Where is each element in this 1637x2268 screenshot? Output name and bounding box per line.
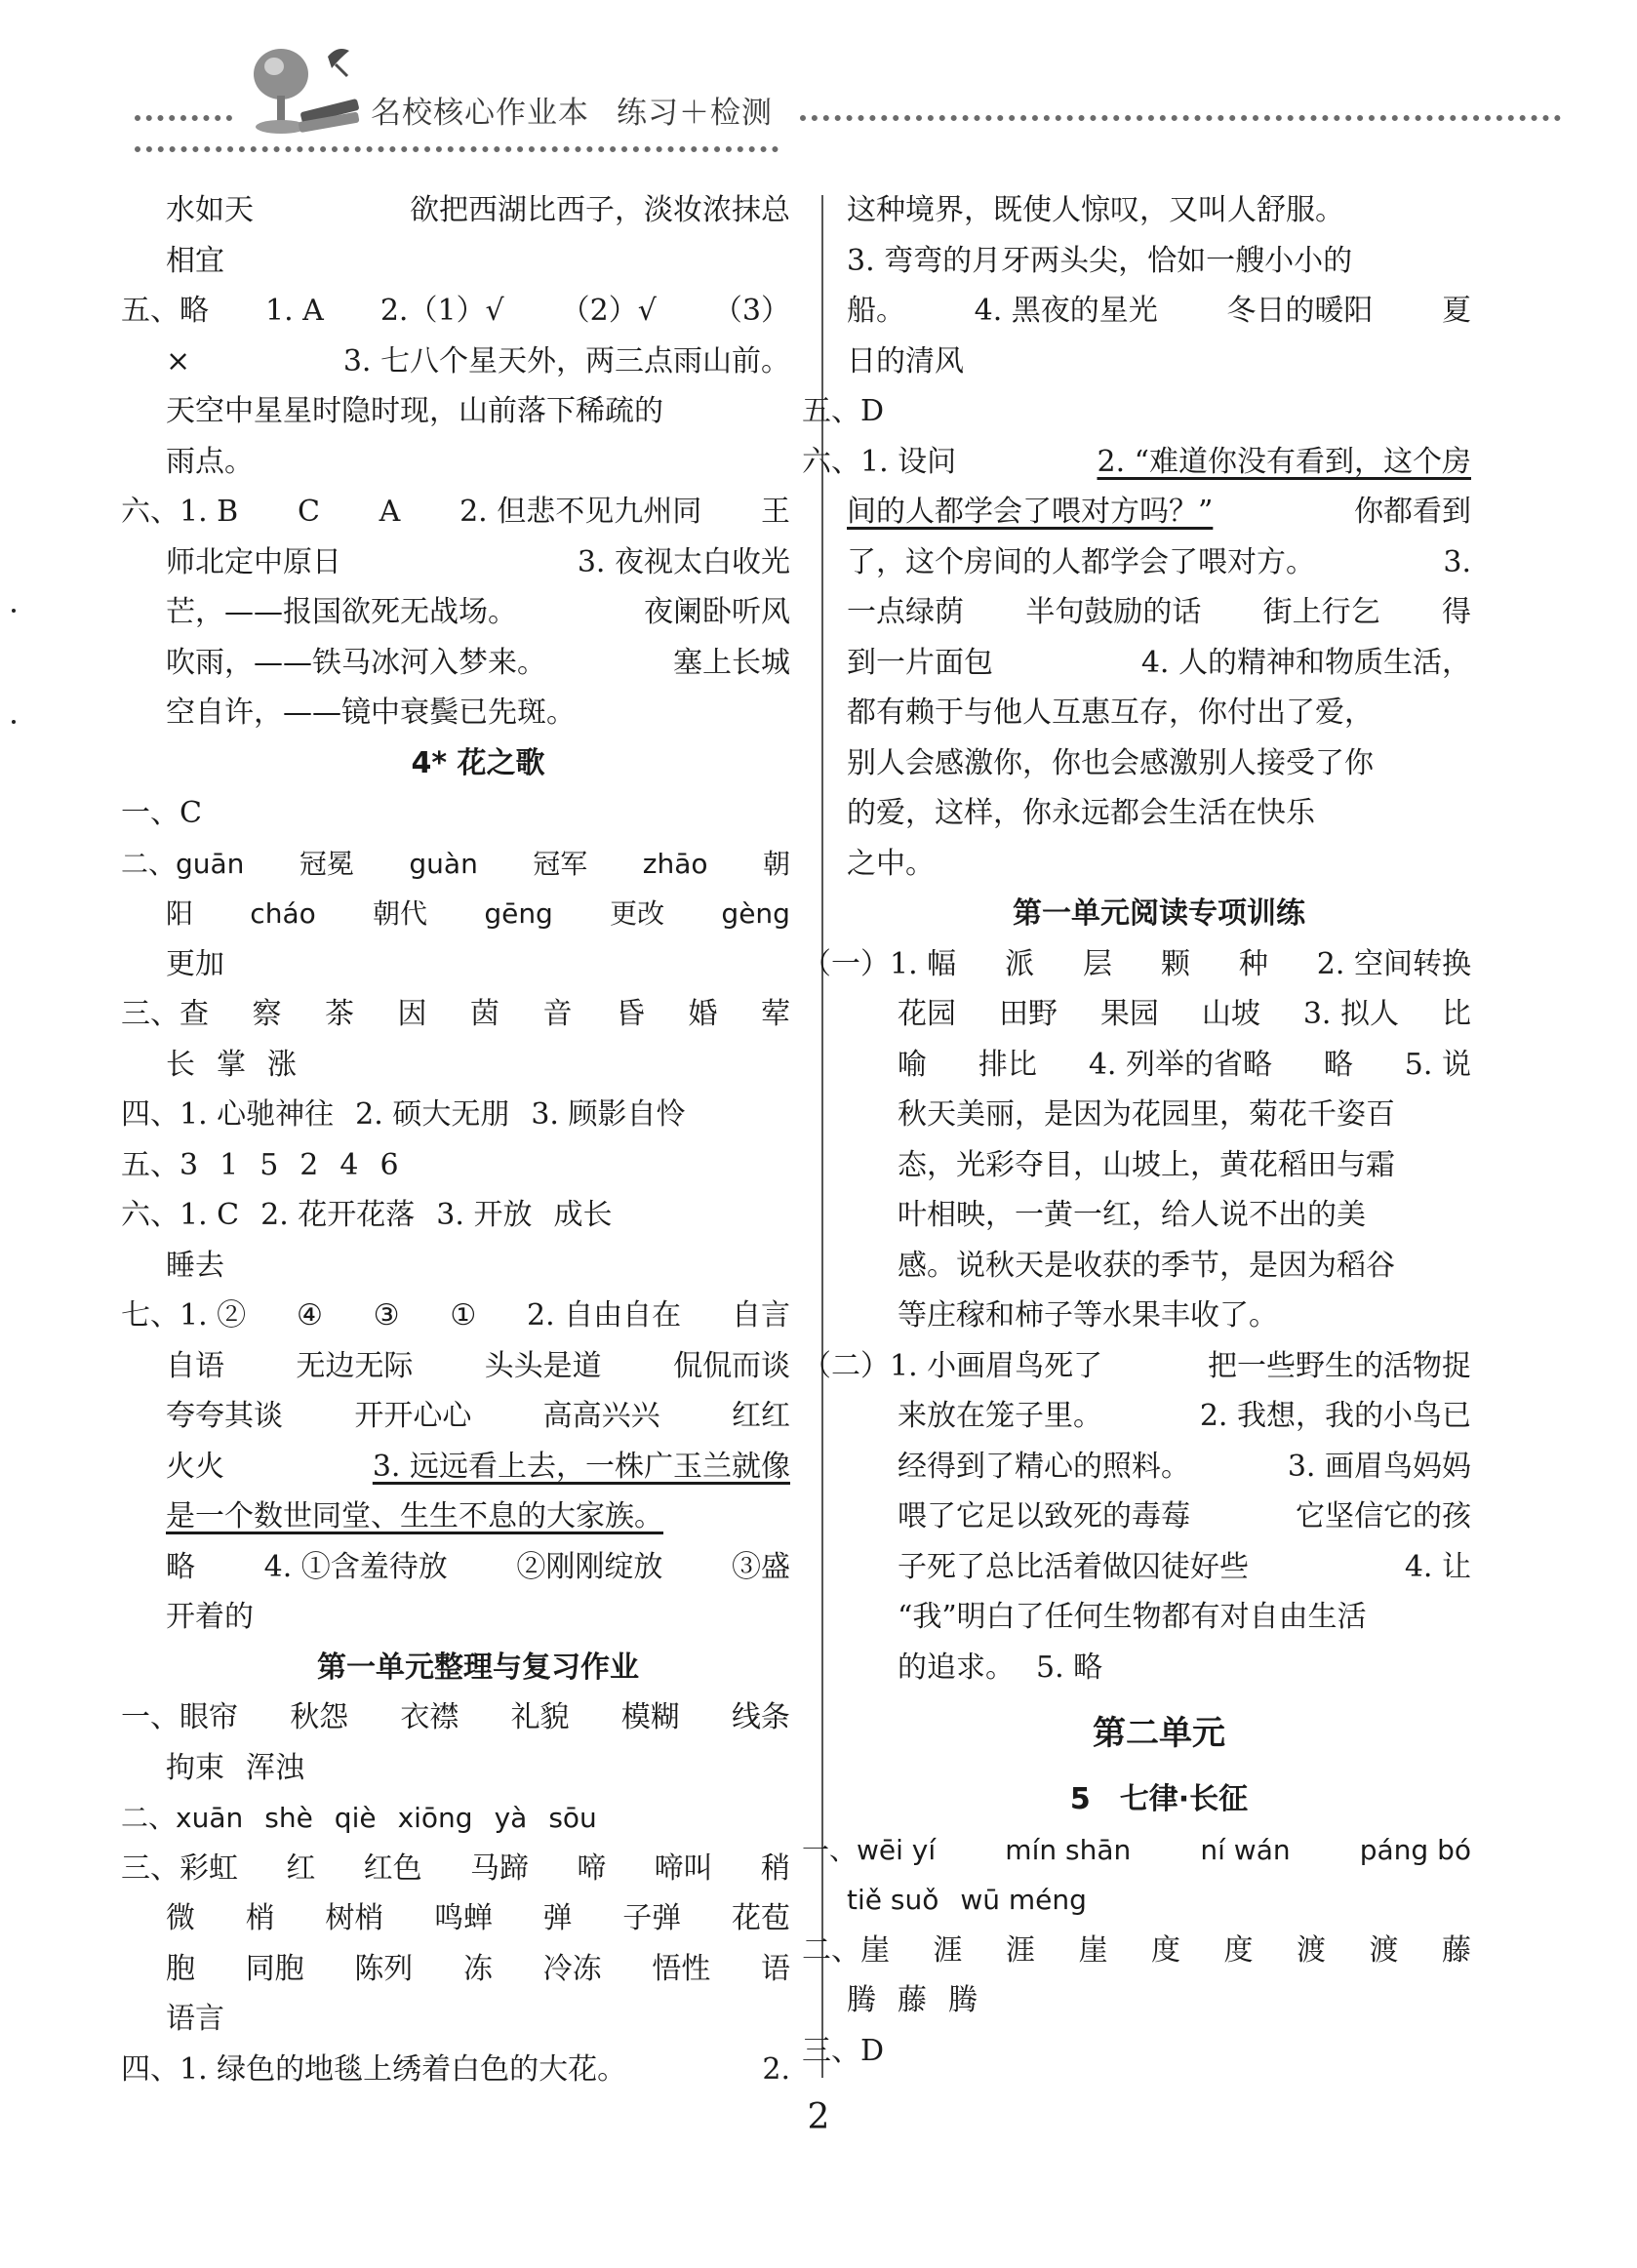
answer-text: 态，光彩夺目，山坡上，黄花稻田与霜 — [898, 1147, 1395, 1182]
answer-text: 2.（1）√ — [379, 294, 504, 328]
answer-line — [847, 1875, 1471, 1926]
right-answer-column — [802, 185, 1471, 2076]
header-dots-top-right — [800, 115, 1561, 121]
answer-text: 到一片面包 — [847, 645, 993, 680]
answer-text: 礼貌 — [510, 1700, 570, 1734]
answer-line — [166, 437, 790, 488]
answer-line — [898, 1291, 1471, 1341]
answer-line — [898, 1492, 1471, 1542]
answer-text: 师北定中原日 — [166, 544, 341, 579]
answer-line — [847, 738, 1471, 789]
answer-text: 第一单元阅读专项训练 — [1013, 896, 1305, 931]
answer-text: 田野 — [998, 997, 1058, 1031]
answer-text: 六、1. C — [121, 1198, 240, 1232]
answer-text: 掌 — [217, 1047, 246, 1082]
answer-text: 高高兴兴 — [542, 1399, 660, 1433]
answer-text: 朝 — [762, 847, 790, 880]
answer-text: 街上行乞 — [1262, 595, 1380, 629]
answer-text: 侃侃而谈 — [672, 1348, 790, 1383]
book-series-name: 名校核心作业本 — [371, 96, 589, 131]
answer-text: 水如天 — [166, 193, 254, 227]
answer-text: 啼叫 — [654, 1850, 713, 1886]
answer-line — [166, 537, 790, 588]
answer-text: páng bó — [1359, 1833, 1471, 1866]
answer-line — [166, 939, 790, 990]
answer-text: 树梢 — [325, 1901, 384, 1935]
answer-text: 冻 — [462, 1951, 493, 1986]
answer-text: 2. “难道你没有看到，这个房 — [1097, 444, 1471, 479]
answer-line — [166, 1492, 790, 1542]
answer-text: 腾 — [847, 1983, 876, 2017]
answer-line — [166, 1542, 790, 1593]
answer-text: 4. 黑夜的星光 — [974, 294, 1158, 328]
answer-text: 空自许，——镜中衰鬓已先斑。 — [166, 696, 576, 730]
answer-text: 雨点。 — [166, 444, 254, 479]
answer-text: 一、wēi yí — [802, 1833, 937, 1866]
answer-line — [898, 1140, 1471, 1191]
answer-text: zhāo — [642, 847, 708, 880]
answer-text: （二）1. 小画眉鸟死了 — [802, 1348, 1103, 1383]
answer-line — [847, 788, 1471, 839]
answer-line — [898, 1090, 1471, 1140]
answer-text: 一、眼帘 — [121, 1700, 238, 1734]
answer-text: 六、1. B — [121, 495, 239, 529]
answer-text: 六、1. 设问 — [802, 444, 957, 479]
answer-text: 天空中星星时隐时现，山前落下稀疏的 — [166, 394, 663, 428]
answer-text: 花园 — [898, 997, 956, 1031]
answer-text: 船。 — [847, 294, 905, 328]
answer-text: 渡 — [1297, 1932, 1326, 1968]
answer-text: 比 — [1441, 997, 1471, 1031]
answer-text: 2. 空间转换 — [1316, 946, 1471, 981]
answer-text: 1. A — [265, 294, 324, 328]
answer-text: 2. 但悲不见九州同 — [459, 495, 702, 529]
answer-text: 无边无际 — [296, 1348, 414, 1383]
answer-line — [898, 1241, 1471, 1292]
answer-text: 五、3 — [121, 1147, 199, 1182]
answer-text: 开着的 — [166, 1600, 254, 1634]
answer-text: 开开心心 — [354, 1399, 472, 1433]
answer-text: 种 — [1238, 946, 1268, 981]
answer-line — [847, 688, 1471, 738]
answer-line — [121, 1140, 790, 1191]
section-heading — [847, 889, 1471, 939]
answer-text: 芒，——报国欲死无战场。 — [166, 595, 517, 629]
book-subtitle: 练习＋检测 — [617, 96, 773, 131]
header-dots-bottom — [135, 146, 779, 152]
answer-text: 3. 顾影自怜 — [531, 1097, 686, 1132]
answer-text: 火火 — [166, 1449, 224, 1484]
unit-heading — [847, 1692, 1471, 1774]
answer-text: 夸夸其谈 — [166, 1399, 283, 1433]
header-title — [371, 88, 773, 132]
answer-line — [166, 1592, 790, 1643]
answer-text: 线条 — [731, 1700, 790, 1734]
answer-text: 5 — [260, 1147, 279, 1182]
answer-line — [802, 1926, 1471, 1976]
answer-text: 喻 — [898, 1047, 927, 1082]
left-answer-column — [121, 185, 790, 2094]
answer-text: 经得到了精心的照料。 — [898, 1449, 1190, 1484]
answer-text: 三、彩虹 — [121, 1850, 238, 1886]
answer-line — [121, 1844, 790, 1894]
answer-text: 派 — [1005, 946, 1035, 981]
answer-line — [166, 1442, 790, 1492]
answer-text: shè — [264, 1802, 313, 1834]
answer-line — [847, 236, 1471, 287]
answer-text: 悟性 — [652, 1951, 711, 1986]
answer-text: 它坚信它的孩 — [1296, 1499, 1471, 1533]
answer-text: gēng — [484, 897, 553, 930]
answer-text: 等庄稼和柿子等水果丰收了。 — [898, 1298, 1278, 1333]
answer-text: 感。说秋天是收获的季节，是因为稻谷 — [898, 1248, 1395, 1283]
answer-text: 果园 — [1099, 997, 1159, 1031]
answer-text: （2）√ — [560, 294, 657, 328]
answer-line — [847, 537, 1471, 588]
answer-text: 5. 说 — [1404, 1047, 1471, 1082]
answer-text: 相宜 — [166, 243, 224, 278]
answer-text: 涯 — [933, 1932, 963, 1968]
answer-line — [121, 1793, 790, 1844]
answer-line — [166, 337, 790, 387]
answer-text: 自言 — [731, 1298, 790, 1333]
answer-text: 冠军 — [533, 847, 588, 880]
answer-text: 胞 — [166, 1951, 195, 1986]
answer-text: 茵 — [470, 997, 499, 1031]
answer-text: 3. 夜视太白收光 — [577, 544, 790, 579]
answer-text: 5 七律·长征 — [1069, 1782, 1249, 1816]
answer-text: 鸣蝉 — [433, 1901, 493, 1935]
answer-line — [847, 337, 1471, 387]
answer-text: 四、1. 绿色的地毯上绣着白色的大花。 — [121, 2051, 627, 2087]
answer-text: 4. 列举的省略 — [1088, 1047, 1272, 1082]
answer-line — [166, 1241, 790, 1292]
answer-text: 3. 开放 — [436, 1198, 533, 1232]
answer-text: 排比 — [978, 1047, 1037, 1082]
answer-line — [121, 1090, 790, 1140]
answer-line — [802, 939, 1471, 990]
answer-text: 4* 花之歌 — [411, 745, 545, 780]
answer-text: 藤 — [898, 1983, 927, 2017]
answer-text: 山坡 — [1201, 997, 1260, 1031]
answer-text: 别人会感激你，你也会感激别人接受了你 — [847, 745, 1374, 780]
answer-text: ③盛 — [732, 1549, 790, 1584]
answer-text: 2. 我想，我的小鸟已 — [1199, 1399, 1471, 1433]
answer-text: 红 — [286, 1850, 316, 1886]
answer-text: 2. 硕大无朋 — [355, 1097, 510, 1132]
answer-text: 喂了它足以致死的毒莓 — [898, 1499, 1190, 1533]
answer-text: 的追求。 — [898, 1650, 1015, 1685]
answer-text: 颗 — [1160, 946, 1190, 981]
answer-text: 第一单元整理与复习作业 — [317, 1650, 639, 1685]
answer-text: 因 — [397, 997, 427, 1031]
answer-text: 夜阑卧听风 — [644, 595, 790, 629]
answer-text: 2. 自由自在 — [527, 1298, 682, 1333]
answer-text: 冠冕 — [299, 847, 354, 880]
answer-text: 冷冻 — [542, 1951, 602, 1986]
answer-text: 腾 — [948, 1983, 978, 2017]
answer-text: （3） — [712, 294, 790, 328]
answer-text: 半句鼓励的话 — [1025, 595, 1202, 629]
answer-text: 得 — [1441, 595, 1471, 629]
answer-text: 梢 — [245, 1901, 275, 1935]
answer-text: 了，这个房间的人都学会了喂对方。 — [847, 544, 1315, 579]
answer-text: 崖 — [1078, 1932, 1108, 1968]
answer-text: 拘束 — [166, 1750, 224, 1785]
answer-line — [166, 1994, 790, 2045]
answer-line — [166, 386, 790, 437]
answer-text: C — [297, 495, 320, 529]
answer-text: 之中。 — [847, 846, 935, 881]
answer-line — [898, 1040, 1471, 1091]
answer-text: 层 — [1083, 946, 1113, 981]
answer-text: 度 — [1151, 1932, 1180, 1968]
answer-text: （一）1. 幅 — [802, 946, 957, 981]
answer-text: 婚 — [688, 997, 718, 1031]
answer-line — [166, 638, 790, 689]
answer-text: 微 — [166, 1901, 195, 1935]
answer-text: 子死了总比活着做囚徒好些 — [898, 1549, 1249, 1584]
answer-text: 把一些野生的活物捉 — [1208, 1348, 1471, 1383]
answer-line — [847, 587, 1471, 638]
answer-text: 6 — [379, 1147, 399, 1182]
answer-line — [121, 1291, 790, 1341]
answer-text: 渡 — [1369, 1932, 1399, 1968]
answer-text: 来放在笼子里。 — [898, 1399, 1102, 1433]
answer-line — [847, 286, 1471, 337]
answer-text: 秋天美丽，是因为花园里，菊花千姿百 — [898, 1097, 1395, 1132]
answer-text: 朝代 — [373, 897, 428, 930]
answer-text: 冬日的暖阳 — [1226, 294, 1374, 328]
answer-text: 3. 画眉鸟妈妈 — [1287, 1449, 1471, 1484]
page-header — [0, 0, 1637, 171]
answer-text: × — [166, 343, 191, 378]
answer-text: yà — [494, 1802, 528, 1834]
answer-text: 音 — [542, 997, 573, 1031]
answer-line — [847, 1975, 1471, 2026]
answer-text: 红红 — [731, 1399, 790, 1433]
answer-line — [121, 286, 790, 337]
answer-text: 藤 — [1442, 1932, 1471, 1968]
answer-text: 2. 花开花落 — [260, 1198, 416, 1232]
answer-text: 叶相映，一黄一红，给人说不出的美 — [898, 1198, 1366, 1232]
answer-line — [847, 185, 1471, 236]
answer-text: ní wán — [1200, 1833, 1291, 1866]
answer-text: 更改 — [610, 897, 665, 930]
section-heading — [166, 1643, 790, 1693]
answer-line — [847, 839, 1471, 890]
answer-text: 二、guān — [121, 847, 245, 880]
answer-text: 长 — [166, 1047, 195, 1082]
answer-text: tiě suǒ — [847, 1884, 939, 1916]
answer-line — [802, 1825, 1471, 1876]
answer-text: 5. 略 — [1036, 1650, 1103, 1685]
answer-text: ④ — [296, 1298, 323, 1333]
answer-text: 间的人都学会了喂对方吗？” — [847, 495, 1214, 529]
answer-text: 成长 — [553, 1198, 613, 1232]
answer-line — [802, 437, 1471, 488]
answer-text: 五、D — [802, 394, 885, 428]
answer-text: 稍 — [760, 1850, 790, 1886]
answer-text: 七、1. ② — [121, 1298, 247, 1333]
answer-text: 语 — [760, 1951, 790, 1986]
answer-text: 五、略 — [121, 294, 209, 328]
answer-text: 3. 拟人 — [1302, 997, 1399, 1031]
answer-text: 马蹄 — [469, 1850, 529, 1886]
answer-text: 红色 — [363, 1850, 422, 1886]
answer-text: 1 — [220, 1147, 239, 1182]
answer-text: 这种境界，既使人惊叹，又叫人舒服。 — [847, 193, 1344, 227]
answer-text: ②刚刚绽放 — [516, 1549, 663, 1584]
answer-line — [166, 1893, 790, 1944]
answer-text: 二、崖 — [802, 1932, 890, 1968]
answer-text: 阳 — [166, 897, 194, 930]
answer-text: 更加 — [166, 946, 224, 981]
answer-line — [166, 688, 790, 738]
answer-text: 自语 — [166, 1348, 224, 1383]
answer-line — [166, 889, 790, 939]
answer-text: 夏 — [1442, 294, 1471, 328]
answer-text: wū méng — [960, 1884, 1087, 1916]
answer-text: 3. 弯弯的月牙两头尖，恰如一艘小小的 — [847, 243, 1353, 278]
answer-text: 三、查 — [121, 997, 209, 1031]
answer-text: ③ — [373, 1298, 400, 1333]
answer-text: 子弹 — [622, 1901, 682, 1935]
answer-text: xiōng — [397, 1802, 473, 1834]
answer-text: mín shān — [1005, 1833, 1132, 1866]
answer-text: 2. — [762, 2051, 790, 2087]
answer-text: A — [379, 495, 401, 529]
answer-line — [121, 1190, 790, 1241]
answer-line — [166, 1743, 790, 1794]
answer-text: 4 — [339, 1147, 359, 1182]
answer-text: 4. 人的精神和物质生活， — [1140, 645, 1471, 680]
answer-text: 弹 — [542, 1901, 573, 1935]
answer-text: 2 — [299, 1147, 319, 1182]
answer-text: 略 — [1323, 1047, 1353, 1082]
answer-text: 昏 — [616, 997, 645, 1031]
answer-text: 茶 — [325, 997, 354, 1031]
answer-line — [166, 1040, 790, 1091]
answer-text: 秋怨 — [290, 1700, 349, 1734]
answer-line — [898, 1442, 1471, 1492]
answer-text: 日的清风 — [847, 343, 964, 378]
answer-text: 啼 — [577, 1850, 607, 1886]
answer-text: 一、C — [121, 796, 202, 830]
answer-text: 涨 — [267, 1047, 297, 1082]
answer-text: 二、xuān — [121, 1802, 244, 1834]
answer-text: 4. 让 — [1404, 1549, 1471, 1584]
answer-text: 语言 — [166, 2002, 224, 2036]
answer-text: 第二单元 — [1093, 1714, 1225, 1753]
answer-line — [898, 1643, 1471, 1693]
answer-text: 3. — [1443, 544, 1471, 579]
answer-text: qiè — [334, 1802, 377, 1834]
answer-line — [802, 386, 1471, 437]
answer-text: 你都看到 — [1354, 495, 1471, 529]
header-dots-top-left — [135, 115, 232, 121]
answer-text: 度 — [1223, 1932, 1254, 1968]
section-heading — [847, 1774, 1471, 1825]
answer-line — [121, 1692, 790, 1743]
lamp-books-logo-icon — [230, 37, 367, 139]
answer-text: 花苞 — [731, 1901, 790, 1935]
answer-text: 头头是道 — [484, 1348, 602, 1383]
answer-line — [166, 1341, 790, 1392]
page-number: 2 — [807, 2097, 830, 2137]
answer-text: 陈列 — [354, 1951, 414, 1986]
answer-text: 涯 — [1006, 1932, 1035, 1968]
answer-line — [802, 2026, 1471, 2077]
answer-text: 吹雨，——铁马冰河入梦来。 — [166, 645, 546, 680]
answer-text: “我”明白了任何生物都有对自由生活 — [898, 1600, 1367, 1634]
answer-text: 4. ①含羞待放 — [263, 1549, 448, 1584]
answer-text: 塞上长城 — [673, 645, 790, 680]
answer-line — [121, 788, 790, 839]
answer-text: 都有赖于与他人互惠互存，你付出了爱， — [847, 696, 1374, 730]
answer-text: 四、1. 心驰神往 — [121, 1097, 335, 1132]
answer-line — [121, 989, 790, 1040]
answer-text: 荤 — [761, 997, 790, 1031]
answer-text: 衣襟 — [400, 1700, 459, 1734]
answer-text: gèng — [721, 897, 790, 930]
answer-text: 3. 远远看上去，一株广玉兰就像 — [372, 1449, 790, 1484]
answer-text: 模糊 — [620, 1700, 680, 1734]
answer-text: 王 — [760, 495, 790, 529]
answer-line — [802, 1341, 1471, 1392]
margin-mark — [12, 609, 16, 613]
margin-mark — [12, 720, 16, 724]
answer-line — [898, 989, 1471, 1040]
answer-text: 欲把西湖比西子，淡妆浓抹总 — [410, 193, 790, 227]
answer-line — [121, 839, 790, 890]
answer-line — [166, 236, 790, 287]
answer-line — [166, 185, 790, 236]
answer-line — [898, 1190, 1471, 1241]
answer-text: ① — [450, 1298, 477, 1333]
answer-line — [898, 1542, 1471, 1593]
answer-line — [166, 1944, 790, 1995]
answer-text: 同胞 — [245, 1951, 304, 1986]
answer-text: sōu — [548, 1802, 597, 1834]
answer-line — [121, 2045, 790, 2095]
answer-line — [166, 587, 790, 638]
answer-text: 察 — [252, 997, 282, 1031]
answer-line — [898, 1592, 1471, 1643]
answer-text: 略 — [166, 1549, 195, 1584]
answer-line — [847, 487, 1471, 537]
answer-text: 3. 七八个星天外，两三点雨山前。 — [342, 343, 790, 378]
answer-text: guàn — [409, 847, 478, 880]
answer-line — [847, 638, 1471, 689]
answer-line — [121, 487, 790, 537]
answer-text: cháo — [250, 897, 316, 930]
answer-text: 的爱，这样，你永远都会生活在快乐 — [847, 796, 1315, 830]
answer-text: 是一个数世同堂、生生不息的大家族。 — [166, 1499, 663, 1533]
answer-line — [898, 1391, 1471, 1442]
answer-line — [166, 1391, 790, 1442]
section-heading — [166, 738, 790, 789]
answer-text: 一点绿荫 — [847, 595, 964, 629]
answer-text: 睡去 — [166, 1248, 224, 1283]
answer-text: 三、D — [802, 2033, 885, 2068]
answer-text: 浑浊 — [246, 1750, 304, 1785]
